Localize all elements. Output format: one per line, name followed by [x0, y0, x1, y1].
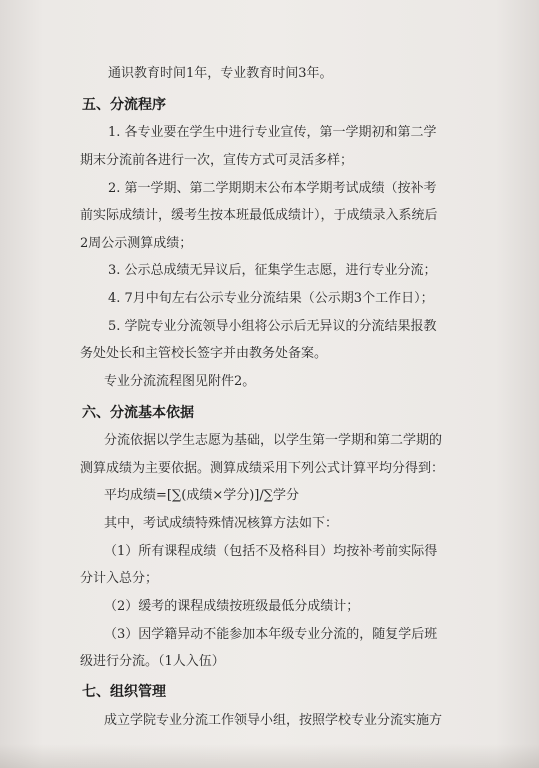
body-line: 2周公示测算成绩；: [80, 236, 193, 251]
body-line: 分流依据以学生志愿为基础，以学生第一学期和第二学期的: [104, 433, 443, 448]
body-line: 1. 各专业要在学生中进行专业宣传，第一学期初和第二学: [108, 125, 437, 140]
section-heading: 五、分流程序: [82, 97, 166, 113]
body-line: 其中，考试成绩特殊情况核算方法如下：: [104, 516, 339, 531]
body-line: 4. 7月中旬左右公示专业分流结果（公示期3个工作日）；: [108, 291, 434, 306]
section-heading: 七、组织管理: [82, 684, 166, 700]
body-line: 测算成绩为主要依据。测算成绩采用下列公式计算平均分得到：: [80, 461, 445, 476]
body-line: 级进行分流。（1人入伍）: [80, 654, 225, 669]
section-heading: 六、分流基本依据: [82, 405, 194, 421]
body-line: 前实际成绩计，缓考生按本班最低成绩计），于成绩录入系统后: [80, 208, 438, 223]
formula-line: 平均成绩=[∑(成绩×学分)]/∑学分: [104, 488, 300, 503]
body-line: （3）因学籍异动不能参加本年级专业分流的，随复学后班: [104, 627, 438, 642]
body-line: 期末分流前各进行一次，宣传方式可灵活多样；: [80, 153, 354, 168]
body-line: 2. 第一学期、第二学期期末公布本学期考试成绩（按补考: [108, 181, 437, 196]
body-line: （1）所有课程成绩（包括不及格科目）均按补考前实际得: [104, 544, 438, 559]
body-line: 务处处长和主管校长签字并由教务处备案。: [80, 346, 328, 361]
page-bottom-shadow: [0, 744, 539, 768]
body-line: 通识教育时间1年，专业教育时间3年。: [108, 66, 333, 81]
body-line: 专业分流流程图见附件2。: [104, 374, 256, 389]
body-line: 3. 公示总成绩无异议后，征集学生志愿，进行专业分流；: [108, 263, 437, 278]
body-line: （2）缓考的课程成绩按班级最低分成绩计；: [104, 599, 360, 614]
body-line: 成立学院专业分流工作领导小组，按照学校专业分流实施方: [104, 713, 443, 728]
body-line: 5. 学院专业分流领导小组将公示后无异议的分流结果报教: [108, 319, 437, 334]
body-line: 分计入总分；: [80, 571, 159, 586]
